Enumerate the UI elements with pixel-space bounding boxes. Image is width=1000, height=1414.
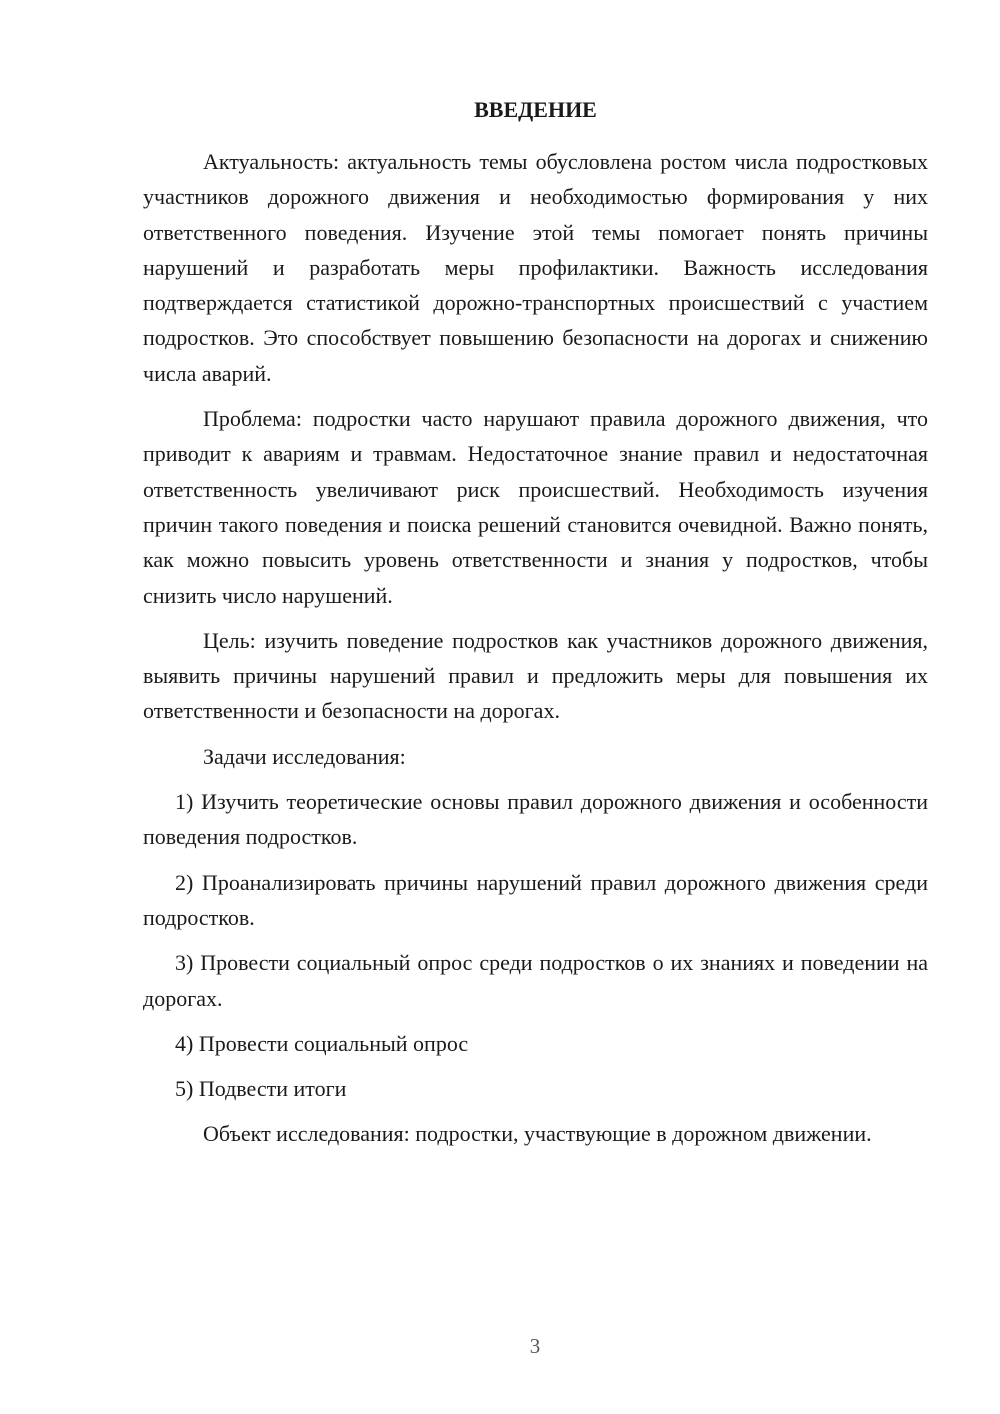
- paragraph-problem: Проблема: подростки часто нарушают правила дорожного движения, что приводит к авариям и травмам. Недостаточное знание правил и недостаточная ответственность увеличивают риск происшествий. Необходимость изучения причин такого поведения и поиска решений становится очевидной. Важно понять, как можно повысить уровень ответственности и знания у подростков, чтобы снизить число нарушений.: [143, 406, 928, 608]
- task-item-3: 3) Провести социальный опрос среди подростков о их знаниях и поведении на дорогах.: [143, 950, 928, 1011]
- task-item-1: 1) Изучить теоретические основы правил дорожного движения и особенности поведения подростков.: [143, 789, 928, 850]
- task-item-5: 5) Подвести итоги: [175, 1076, 347, 1102]
- task-item-2: 2) Проанализировать причины нарушений правил дорожного движения среди подростков.: [143, 869, 928, 930]
- task-item-4: 4) Провести социальный опрос: [175, 1030, 469, 1056]
- paragraph-object: Объект исследования: подростки, участвующие в дорожном движении.: [203, 1121, 872, 1147]
- section-heading: ВВЕДЕНИЕ: [474, 97, 597, 122]
- tasks-title: Задачи исследования:: [203, 743, 406, 769]
- document-page: [143, 95, 928, 1152]
- paragraph-relevance: Актуальность: актуальность темы обусловлена ростом числа подростковых участников дорожного движения и необходимостью формирования у них ответственного поведения. Изучение этой темы помогает понять причины нарушений и разработать меры профилактики. Важность исследования подтверждается статистикой дорожно-транспортных происшествий с участием подростков. Это способствует повышению безопасности на дорогах и снижению числа аварий.: [143, 149, 928, 386]
- paragraph-goal: Цель: изучить поведение подростков как участников дорожного движения, выявить причины нарушений правил и предложить меры для повышения их ответственности и безопасности на дорогах.: [143, 627, 928, 724]
- page-number: 3: [529, 1334, 541, 1358]
